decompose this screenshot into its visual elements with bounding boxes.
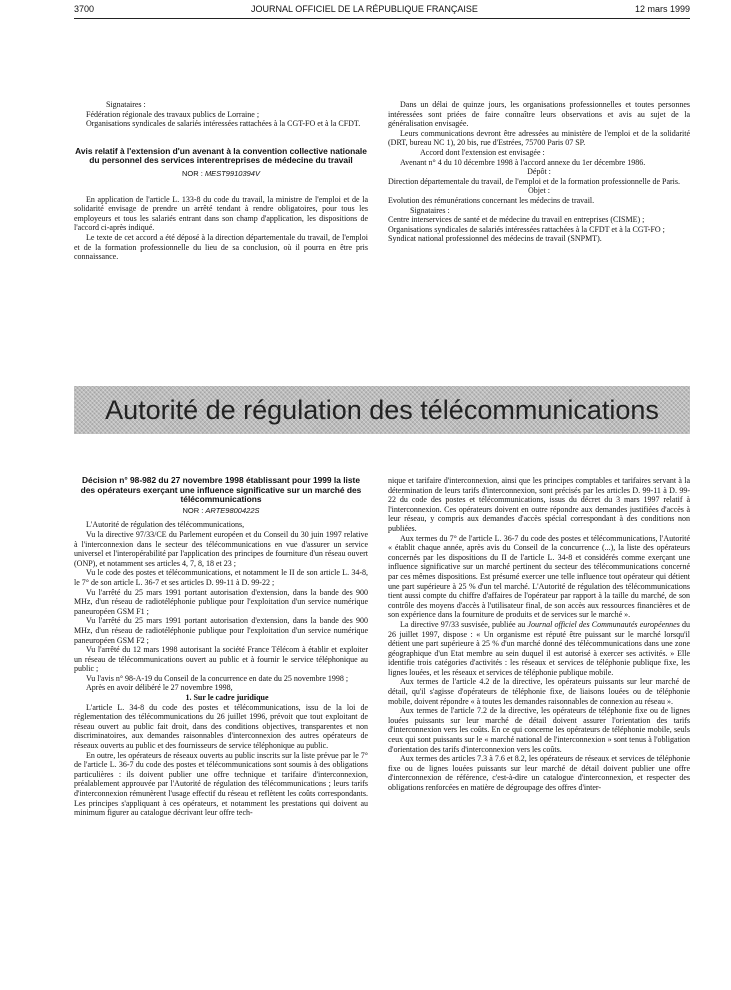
decision-title: Décision n° 98-982 du 27 novembre 1998 établissant pour 1999 la liste des opérateurs exerçant une influence significative sur un marché des télécommunications (80, 475, 362, 505)
top-left-column (74, 100, 368, 262)
body-paragraph: Vu l'avis n° 98-A-19 du Conseil de la concurrence en date du 25 novembre 1998 ; (86, 673, 349, 683)
body-paragraph (388, 620, 690, 678)
body-paragraph: Aux termes de l'article 7.2 de la directive, les opérateurs de téléphonie fixe ou de lignes louées puissants sur leur marché de détail doivent assurer l'orientation des tarifs d'interconnexion vers les coûts. En ce qui concerne les opérateurs de téléphonie mobile, seuls ceux qui sont puissants sur le « marché national de l'interconnexion » sont tenus à l'obligation d'orientation des tarifs d'interconnexion vers les coûts. (388, 706, 690, 754)
nor-label: NOR : (182, 505, 204, 515)
page-header (74, 4, 690, 14)
nor-code: MEST9910394V (204, 168, 260, 178)
accord-text: Avenant n° 4 du 10 décembre 1998 à l'accord annexe du 1er décembre 1986. (400, 157, 646, 167)
body-paragraph: Aux termes de l'article 4.2 de la directive, les opérateurs puissants sur leur marché de détail, qu'il s'agisse d'opérateurs de téléphonie fixe, de liaisons louées ou de téléphonie mobile, doivent répondre « à toutes les demandes raisonnables de connexion au réseau ». (388, 677, 690, 706)
banner-title: Autorité de régulation des télécommunications (105, 394, 659, 425)
accord-label: Accord dont l'extension est envisagée : (420, 147, 545, 157)
journal-name: Journal officiel des Communautés européennes (527, 619, 680, 629)
body-paragraph: Leurs communications devront être adressées au ministère de l'emploi et de la solidarité (DRT, bureau NC 1), 20 bis, rue d'Estrées, 75700 Paris 07 SP. (388, 128, 690, 148)
body-paragraph: Vu l'arrêté du 25 mars 1991 portant autorisation d'extension, dans la bande des 900 MHz, d'un réseau de radiotéléphonie publique pour l'exploitation d'un service numérique paneuropéen GSM F1 ; (74, 587, 368, 616)
objet-text: Evolution des rémunérations concernant les médecins de travail. (388, 195, 595, 205)
signataire-item: Fédération régionale des travaux publics de Lorraine ; (86, 109, 260, 119)
text-run: du 26 juillet 1997, dispose : « Un organisme est réputé être puissant sur le marché lorsqu'il détient une part supérieure à 25 % d'un marché donné des télécommunications dans une zone géographique d'un Etat membre au sein duquel il est autorisé à exercer ses activités. » Elle identifie trois catégories d'activités : les réseaux et services de téléphonie publique fixe, les lignes louées, et les réseaux et services de téléphonie publique mobile. (388, 619, 691, 677)
avis-title: Avis relatif à l'extension d'un avenant à la convention collective nationale du personnel des services interentreprises de médecine du travail (75, 145, 367, 166)
nor-label: NOR : (182, 168, 203, 178)
body-paragraph: En application de l'article L. 133-8 du code du travail, la ministre de l'emploi et de la solidarité envisage de prendre un arrêté tendant à rendre obligatoires, pour tous les employeurs et tous les salariés entrant dans son champ d'application, les dispositions de l'accord ci-après indiqué. (74, 194, 368, 233)
signataire-item: Organisations syndicales de salariés intéressées rattachées à la CGT-FO et à la CFDT. (86, 119, 361, 129)
body-paragraph: nique et tarifaire d'interconnexion, ainsi que les principes comptables et tarifaires servant à la détermination de leurs tarifs d'interconnexion, sont précisés par les articles D. 99-11 à D. 99-22 du code des postes et télécommunications, issus du décret du 3 mars 1997 relatif à l'interconnexion. Ces opérateurs doivent en outre répondre aux demandes justifiées d'accès à leur réseau, y compris aux demandes d'accès spécial correspondant à des conditions non publiées. (388, 476, 690, 533)
nor-reference (74, 506, 368, 516)
issue-date: 12 mars 1999 (634, 4, 690, 14)
bottom-right-column (388, 476, 690, 793)
body-paragraph: Le texte de cet accord a été déposé à la direction départementale du travail, de l'emploi et de la formation professionnelle du lieu de sa conclusion, où il pourra en être pris connaissance. (74, 232, 368, 262)
body-paragraph: Après en avoir délibéré le 27 novembre 1998, (86, 683, 233, 693)
objet-label: Objet : (528, 186, 550, 196)
depot-label: Dépôt : (527, 167, 551, 177)
body-paragraph: L'Autorité de régulation des télécommunications, (86, 520, 245, 530)
page-number: 3700 (74, 4, 95, 14)
signataire-item: Centre interservices de santé et de médecine du travail en entreprises (CISME) ; (388, 215, 645, 225)
body-paragraph: Aux termes des articles 7.3 à 7.6 et 8.2, les opérateurs de réseaux et services de téléphonie fixe ou de lignes louées puissants sur leur marché de détail doivent publier une offre d'interconnexion de référence, c'est-à-dire un catalogue d'interconnexion, et respecter des obligations renforcées en matière de dégroupage des offres d'inter- (388, 754, 690, 792)
signataire-item: Syndicat national professionnel des médecins de travail (SNPMT). (388, 234, 602, 244)
nor-code: ARTE9800422S (205, 505, 260, 515)
section-heading: 1. Sur le cadre juridique (185, 693, 269, 703)
body-paragraph: Dans un délai de quinze jours, les organisations professionnelles et toutes personnes intéressées sont priées de faire connaître leurs observations et avis au sujet de la généralisation envisagée. (388, 100, 690, 129)
signataires-label: Signataires : (106, 100, 146, 109)
top-right-column (388, 100, 690, 244)
body-paragraph: Aux termes du 7° de l'article L. 36-7 du code des postes et télécommunications, l'Autorité « établit chaque année, après avis du Conseil de la concurrence (...), la liste des opérateurs concernés par les dispositions du II de l'article L. 34-8 et considérés comme exerçant une influence significative sur un marché pertinent du secteur des télécommunications concerné par ces mêmes dispositions. Est présumé exercer une telle influence tout opérateur qui détient une part supérieure à 25 % d'un tel marché. L'Autorité de régulation des télécommunications tient aussi compte du chiffre d'affaires de l'opérateur par rapport à la taille du marché, de son contrôle des moyens d'accès à l'utilisateur final, de son accès aux ressources financières et de son expérience dans la fourniture de produits et de services sur le marché ». (388, 533, 690, 620)
body-paragraph: Vu la directive 97/33/CE du Parlement européen et du Conseil du 30 juin 1997 relative à l'interconnexion dans le secteur des télécommunications en vue d'assurer un service universel et l'interopérabilité par l'application des principes de fourniture d'un réseau ouvert (ONP), et notamment ses articles 4, 7, 8, 18 et 23 ; (74, 529, 368, 568)
header-rule (74, 18, 690, 19)
body-paragraph: Vu le code des postes et télécommunications, et notamment le II de son article L. 34-8, le 7° de son article L. 36-7 et ses articles D. 99-11 à D. 99-22 ; (74, 568, 368, 587)
nor-reference (74, 169, 368, 179)
text-run: La directive 97/33 susvisée, publiée au (400, 619, 528, 629)
signataires-label: Signataires : (410, 205, 450, 215)
journal-title: JOURNAL OFFICIEL DE LA RÉPUBLIQUE FRANÇAISE (251, 4, 478, 14)
signataire-item: Organisations syndicales de salariés intéressées rattachées à la CFDT et à la CGT-FO ; (388, 224, 665, 234)
bottom-left-column (74, 476, 368, 818)
section-banner (74, 386, 690, 434)
body-paragraph: Vu l'arrêté du 25 mars 1991 portant autorisation d'extension, dans la bande des 900 MHz, d'un réseau de radiotéléphonie publique pour l'exploitation d'un service numérique paneuropéen GSM F2 ; (74, 616, 368, 645)
body-paragraph: L'article L. 34-8 du code des postes et télécommunications, issu de la loi de réglementation des télécommunications du 26 juillet 1996, prévoit que tout exploitant de réseau ouvert au public fait droit, dans des conditions objectives, transparentes et non discriminatoires, aux demandes raisonnables d'interconnexion des autres opérateurs de réseaux ouverts au public et des fournisseurs de service téléphonique au public. (74, 702, 368, 751)
body-paragraph: Vu l'arrêté du 12 mars 1998 autorisant la société France Télécom à établir et exploiter un réseau de télécommunications ouvert au public et à fournir le service téléphonique au public ; (74, 645, 368, 674)
depot-text: Direction départementale du travail, de l'emploi et de la formation professionnelle de Paris. (388, 176, 681, 186)
body-paragraph: En outre, les opérateurs de réseaux ouverts au public inscrits sur la liste prévue par le 7° de l'article L. 36-7 du code des postes et télécommunications sont soumis à des obligations particulières : ils doivent publier une offre technique et tarifaire d'interconnexion, préalablement approuvée par l'Autorité de régulation des télécommunications ; leurs tarifs d'interconnexion rémunèrent l'usage effectif du réseau et reflètent les coûts correspondants. Les principes s'appliquant à ces opérateurs, et notamment les prestations qui doivent au minimum figurer au catalogue décrivant leur offre tech- (74, 750, 368, 818)
